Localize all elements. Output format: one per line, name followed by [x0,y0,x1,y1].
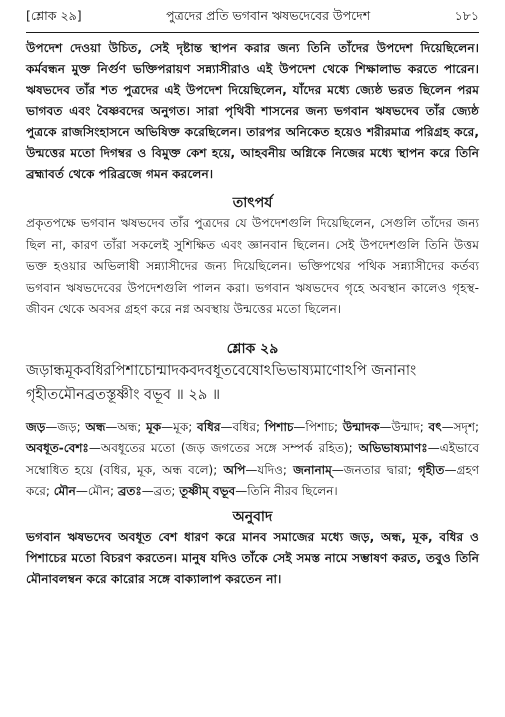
synonym-dash: — [293,419,306,434]
synonym-word: পিশাচ [264,419,294,434]
verse-line-2: গৃহীতমৌনব্রতস্তূষ্ণীং বভূব ॥ ২৯ ॥ [26,386,221,403]
synonym-meaning: গ্রহণ করে; [26,462,479,498]
synonym-dash: — [88,441,101,455]
synonym-word: মৌন [53,484,76,498]
synonym-dash: — [75,484,88,498]
header-chapter-title: পুত্রদের প্রতি ভগবান ঋষভদেবের উপদেশ [166,8,371,23]
synonym-meaning: ব্রত; [153,484,180,498]
synonym-dash: — [235,484,248,498]
synonym-meaning: মৌন; [87,484,118,498]
synonym-dash: — [220,419,233,434]
verse-line-1: জড়ান্ধমূকবধিরপিশাচোন্মাদকবদবধূতবেষোঽভিভাষ্যমাণোঽপি জনানাং [26,362,417,379]
purport-heading: তাৎপর্য [232,195,273,211]
synonym-word: অবধূত-বেশঃ [26,441,89,455]
previous-translation-paragraph: উপদেশ দেওয়া উচিত, সেই দৃষ্টান্ত স্থাপন করার জন্য তিনি তাঁদের উপদেশ দিয়েছিলেন। কর্মবন্ধন মুক্ত নির্গুণ ভক্তিপরায়ণ সন্ন্যাসীরাও এই উপদেশ থেকে শিক্ষালাভ করতে পারেন। ঋষভদেব তাঁর শত পুত্রদের এই উপদেশ দিয়েছিলেন, যাঁদের মধ্যে জ্যেষ্ঠ ভরত ছিলেন পরম ভাগবত এবং বৈষ্ণবদের অনুগত। সারা পৃথিবী শাসনের জন্য ভগবান ঋষভদেব তাঁর জ্যেষ্ঠ পুত্রকে রাজসিংহাসনে অভিষিক্ত করেছিলেন। তারপর অনিকেত হয়েও শরীরমাত্র পরিগ্রহ করে, উন্মত্তের মতো দিগম্বর ও বিমুক্ত কেশ হয়ে, আহবনীয় অগ্নিকে নিজের মধ্যে স্থাপন করে তিনি ব্রহ্মাবর্ত থেকে পরিব্রজে গমন করলেন। [26,41,479,181]
synonym-word: গৃহীত [417,462,445,477]
running-header [26,8,479,33]
synonym-meaning: জনতার দ্বারা; [343,462,418,477]
translation-paragraph: ভগবান ঋষভদেব অবধূত বেশ ধারণ করে মানব সমাজের মধ্যে জড়, অন্ধ, মূক, বধির ও পিশাচের মতো বিচরণ করতেন। মানুষ যদিও তাঁকে সেই সমস্ত নামে সম্ভাষণ করত, তবুও তিনি মৌনাবলম্বন করে কারোর সঙ্গে বাক্যালাপ করতেন না। [26,529,479,586]
synonym-dash: — [441,419,454,434]
synonym-word: মূক [146,419,162,434]
sanskrit-verse [26,359,479,407]
synonym-word: অভিভাষ্যমাণঃ [358,441,428,455]
synonym-dash: — [379,419,392,434]
synonym-dash: — [45,419,58,434]
header-verse-ref: [শ্লোক ২৯] [26,8,82,23]
synonym-meaning: অবধূতের মতো (জড় জগতের সঙ্গে সম্পর্ক রহিত); [100,441,359,455]
synonym-dash: — [331,462,344,477]
synonym-word: অন্ধ [85,419,106,434]
synonym-meaning: অন্ধ; [117,419,147,434]
synonym-dash: — [161,419,174,434]
synonym-dash: — [245,462,258,477]
synonym-meaning: পিশাচ; [305,419,343,434]
synonym-word: জনানাম্ [293,462,332,477]
synonym-meaning: এইভাবে সম্বোধিত হয়ে (বধির, মূক, অন্ধ বলে); [26,441,479,477]
synonym-meaning: মূক; [173,419,198,434]
verse-label: শ্লোক ২৯ [226,340,279,357]
synonym-word: বৎ [428,419,442,434]
word-for-word-synonyms [26,417,479,503]
synonym-meaning: বধির; [232,419,265,434]
synonym-meaning: তিনি নীরব ছিলেন। [247,484,338,498]
synonym-word: তূষ্ণীম্ বভূব [179,484,236,498]
synonym-dash: — [141,484,154,498]
synonym-word: জড় [26,419,46,434]
synonym-word: অপি [223,462,246,477]
translation-heading: অনুবাদ [232,508,273,525]
synonym-meaning: সদৃশ; [453,419,479,434]
synonym-dash: — [444,462,457,477]
page-number: ১৮১ [454,8,479,23]
synonym-word: উন্মাদক [342,419,380,434]
synonym-dash: — [105,419,118,434]
synonym-meaning: যদিও; [257,462,294,477]
synonym-word: ব্রতঃ [117,484,142,498]
synonym-word: বধির [197,419,221,434]
synonym-meaning: জড়; [57,419,86,434]
purport-paragraph: প্রকৃতপক্ষে ভগবান ঋষভদেব তাঁর পুত্রদের যে উপদেশগুলি দিয়েছিলেন, সেগুলি তাঁদের জন্য ছিল না, কারণ তাঁরা সকলেই সুশিক্ষিত এবং জ্ঞানবান ছিলেন। সেই উপদেশগুলি তিনি উত্তম ভক্ত হওয়ার অভিলাষী সন্ন্যাসীদের জন্য দিয়েছিলেন। ভক্তিপথের পথিক সন্ন্যাসীদের কর্তব্য ভগবান ঋষভদেবের উপদেশগুলি পালন করা। ভগবান ঋষভদেব গৃহে অবস্থান কালেও গৃহস্থ-জীবন থেকে অবসর গ্রহণ করে নগ্ন অবস্থায় উন্মত্তের মতো ছিলেন। [26,216,479,316]
synonym-dash: — [427,441,440,455]
synonym-meaning: উন্মাদ; [391,419,429,434]
